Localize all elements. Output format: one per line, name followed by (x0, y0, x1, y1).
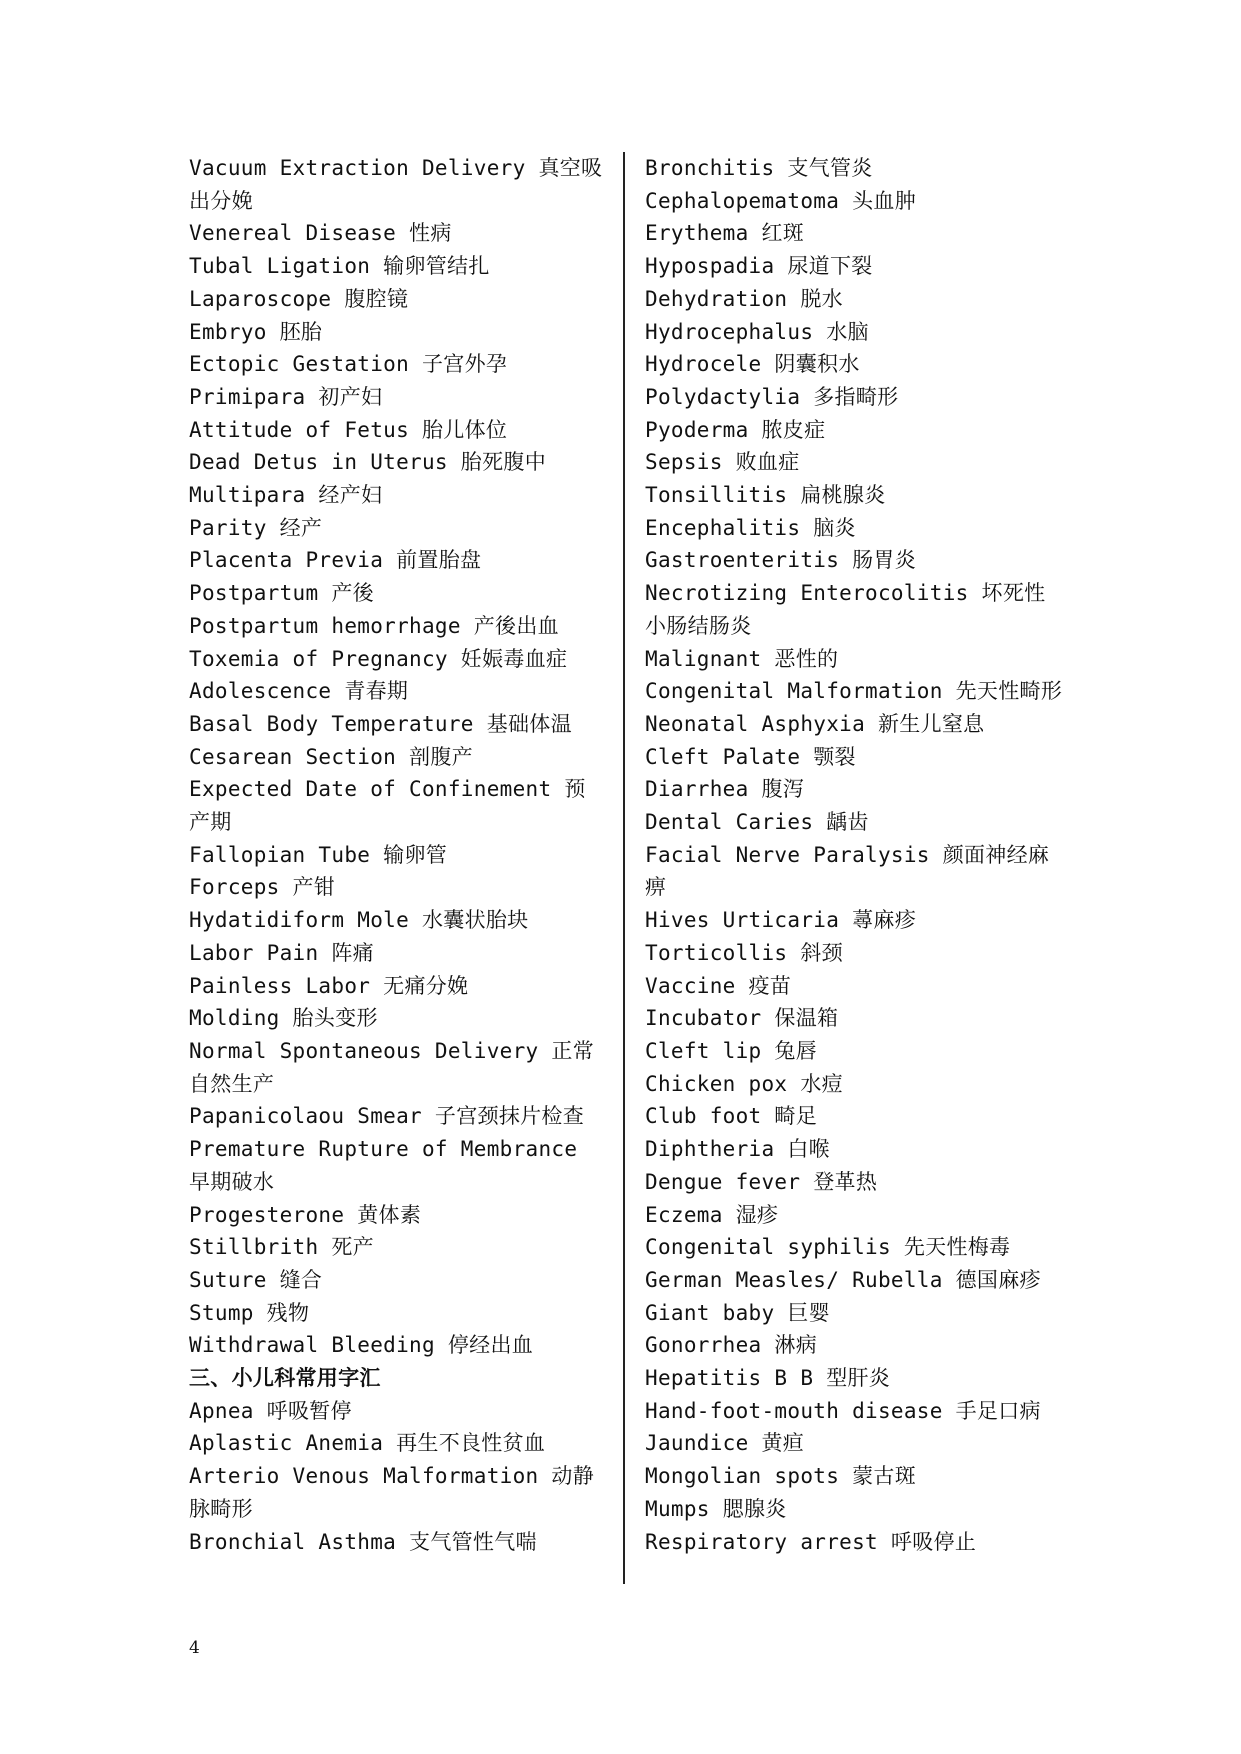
glossary-entry: Painless Labor 无痛分娩 (189, 973, 469, 998)
glossary-entry: Chicken pox 水痘 (645, 1071, 843, 1096)
glossary-entry: Encephalitis 脑炎 (645, 515, 856, 540)
glossary-entry: Forceps 产钳 (189, 875, 336, 900)
glossary-entry: Cesarean Section 剖腹产 (189, 744, 473, 769)
glossary-entry: Cleft lip 兔唇 (645, 1038, 818, 1063)
glossary-entry: Expected Date of Confinement 预产期 (189, 777, 586, 835)
glossary-entry: Papanicolaou Smear 子宫颈抹片检查 (189, 1104, 585, 1129)
glossary-entry: Gastroenteritis 肠胃炎 (645, 548, 916, 573)
glossary-entry: Pyoderma 脓皮症 (645, 417, 826, 442)
glossary-entry: Suture 缝合 (189, 1267, 323, 1292)
glossary-entry: Torticollis 斜颈 (645, 940, 843, 965)
column-divider (623, 152, 625, 1584)
glossary-entry: Labor Pain 阵痛 (189, 940, 374, 965)
glossary-entry: Hypospadia 尿道下裂 (645, 254, 873, 279)
glossary-entry: Vaccine 疫苗 (645, 973, 792, 998)
glossary-entry: Jaundice 黄疸 (645, 1431, 805, 1456)
glossary-entry: Stillbrith 死产 (189, 1235, 374, 1260)
glossary-entry: Incubator 保温箱 (645, 1006, 839, 1031)
glossary-entry: Apnea 呼吸暂停 (189, 1398, 352, 1423)
glossary-entry: Eczema 湿疹 (645, 1202, 779, 1227)
glossary-entry: Hydrocephalus 水脑 (645, 319, 869, 344)
glossary-entry: Congenital syphilis 先天性梅毒 (645, 1235, 1011, 1260)
section-heading: 三、小儿科常用字汇 (189, 1366, 381, 1391)
glossary-entry: Adolescence 青春期 (189, 679, 409, 704)
glossary-entry: Attitude of Fetus 胎儿体位 (189, 417, 508, 442)
glossary-entry: Toxemia of Pregnancy 妊娠毒血症 (189, 646, 568, 671)
glossary-entry: Aplastic Anemia 再生不良性贫血 (189, 1431, 546, 1456)
glossary-entry: Hives Urticaria 蕁麻疹 (645, 908, 916, 933)
glossary-entry: Embryo 胚胎 (189, 319, 323, 344)
glossary-entry: Dental Caries 龋齿 (645, 810, 869, 835)
glossary-entry: Sepsis 败血症 (645, 450, 800, 475)
glossary-entry: Hand-foot-mouth disease 手足口病 (645, 1398, 1041, 1423)
glossary-entry: Polydactylia 多指畸形 (645, 384, 899, 409)
glossary-entry: Arterio Venous Malformation 动静脉畸形 (189, 1464, 595, 1521)
glossary-entry: Tubal Ligation 输卵管结扎 (189, 254, 490, 279)
glossary-entry: Hydrocele 阴囊积水 (645, 352, 860, 377)
glossary-entry: Dengue fever 登革热 (645, 1169, 878, 1194)
glossary-entry: Molding 胎头变形 (189, 1006, 378, 1031)
glossary-entry: Hepatitis B B 型肝炎 (645, 1366, 891, 1391)
glossary-entry: Mumps 腮腺炎 (645, 1496, 787, 1521)
glossary-entry: Mongolian spots 蒙古斑 (645, 1464, 916, 1489)
glossary-entry: Basal Body Temperature 基础体温 (189, 711, 572, 736)
glossary-entry: Erythema 红斑 (645, 221, 805, 246)
glossary-entry: Neonatal Asphyxia 新生儿窒息 (645, 711, 985, 736)
glossary-entry: Hydatidiform Mole 水囊状胎块 (189, 908, 529, 933)
glossary-entry: Stump 残物 (189, 1300, 310, 1325)
glossary-entry: Ectopic Gestation 子宫外孕 (189, 352, 508, 377)
glossary-entry: Tonsillitis 扁桃腺炎 (645, 483, 886, 508)
glossary-entry: Respiratory arrest 呼吸停止 (645, 1529, 977, 1554)
glossary-entry: Parity 经产 (189, 515, 323, 540)
glossary-entry: Postpartum 产後 (189, 581, 374, 606)
glossary-entry: Diarrhea 腹泻 (645, 777, 805, 802)
glossary-entry: Postpartum hemorrhage 产後出血 (189, 613, 559, 638)
glossary-entry: Necrotizing Enterocolitis 坏死性小肠结肠炎 (645, 581, 1046, 638)
glossary-entry: Placenta Previa 前置胎盘 (189, 548, 482, 573)
glossary-entry: Club foot 畸足 (645, 1104, 818, 1129)
right-column (645, 152, 1065, 1558)
glossary-entry: Giant baby 巨婴 (645, 1300, 830, 1325)
glossary-entry: Dehydration 脱水 (645, 286, 843, 311)
glossary-entry: Vacuum Extraction Delivery 真空吸出分娩 (189, 156, 603, 213)
glossary-entry: Venereal Disease 性病 (189, 221, 452, 246)
glossary-entry: Fallopian Tube 输卵管 (189, 842, 448, 867)
glossary-entry: Cephalopematoma 头血肿 (645, 188, 916, 213)
glossary-entry: Normal Spontaneous Delivery 正常自然生产 (189, 1038, 595, 1096)
page-number: 4 (189, 1638, 200, 1658)
glossary-entry: Progesterone 黄体素 (189, 1202, 422, 1227)
glossary-entry: Premature Rupture of Membrance 早期破水 (189, 1137, 578, 1194)
glossary-entry: German Measles/ Rubella 德国麻疹 (645, 1267, 1041, 1292)
glossary-entry: Primipara 初产妇 (189, 384, 383, 409)
glossary-entry: Bronchitis 支气管炎 (645, 156, 873, 180)
glossary-entry: Gonorrhea 淋病 (645, 1333, 818, 1358)
glossary-entry: Malignant 恶性的 (645, 646, 839, 671)
glossary-entry: Laparoscope 腹腔镜 (189, 286, 409, 311)
glossary-entry: Multipara 经产妇 (189, 483, 383, 508)
glossary-entry: Congenital Malformation 先天性畸形 (645, 679, 1063, 704)
glossary-entry: Dead Detus in Uterus 胎死腹中 (189, 450, 547, 475)
glossary-entry: Withdrawal Bleeding 停经出血 (189, 1333, 534, 1358)
left-column (189, 152, 603, 1558)
glossary-entry: Facial Nerve Paralysis 颜面神经麻痹 (645, 842, 1050, 900)
glossary-entry: Diphtheria 白喉 (645, 1137, 830, 1162)
glossary-entry: Bronchial Asthma 支气管性气喘 (189, 1529, 537, 1554)
glossary-entry: Cleft Palate 颚裂 (645, 744, 856, 769)
